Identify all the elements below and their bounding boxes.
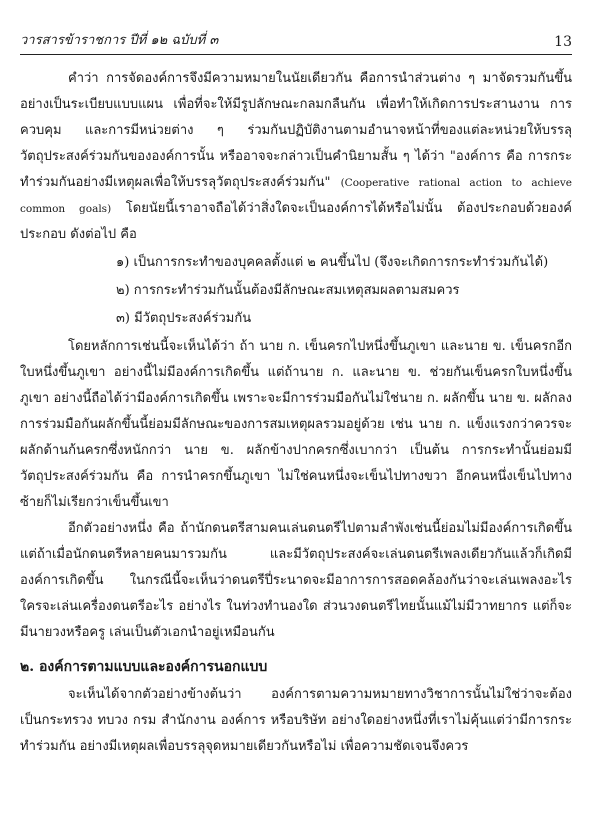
paragraph-definition xyxy=(20,66,572,248)
list-item: ๑) เป็นการกระทำของบุคคลตั้งแต่ ๒ คนขึ้นไป (จึงจะเกิดการกระทำร่วมกันได้) xyxy=(116,255,549,270)
paragraph-example-music: อีกตัวอย่างหนึ่ง คือ ถ้านักดนตรีสามคนเล่นดนตรีไปตามลำพังเช่นนี้ย่อมไม่มีองค์การเกิดขึ้น แต่ถ้าเมื่อนักดนตรีหลายคนมารวมกัน และมีวัตถุประสงค์จะเล่นดนตรีเพลงเดียวกันแล้วก็เกิดมีองค์การเกิดขึ้น ในกรณีนี้จะเห็นว่าดนตรีปี่ระนาดจะมีอาการการสอดคล้องกันว่าจะเล่นเพลงอะไร ใครจะเล่นเครื่องดนตรีอะไร อย่างไร ในท่วงทำนองใด ส่วนวงดนตรีไทยนั้นแม้ไม่มีวาทยากร แต่ก็จะมีนายวงหรือครู เล่นเป็นตัวเอกนำอยู่เหมือนกัน xyxy=(20,521,572,640)
running-header xyxy=(20,28,572,55)
list-item: ๓) มีวัตถุประสงค์ร่วมกัน xyxy=(116,311,252,326)
section-heading: ๒. องค์การตามแบบและองค์การนอกแบบ xyxy=(20,659,268,675)
page-number: 13 xyxy=(554,34,572,50)
body-text xyxy=(20,66,572,760)
definition-text: คำว่า การจัดองค์การจึงมีความหมายในนัยเดียวกัน คือการนำส่วนต่าง ๆ มาจัดรวมกันขึ้นอย่างเป็นระเบียบแบบแผน เพื่อที่จะให้มีรูปลักษณะกลมกลืนกัน เพื่อทำให้เกิดการประสานงาน การควบคุม และการมีหน่วยต่าง ๆ ร่วมกันปฏิบัติงานตามอำนาจหน้าที่ของแต่ละหน่วยให้บรรลุวัตถุประสงค์ร่วมกันขององค์การนั้น หรืออาจจะกล่าวเป็นคำนิยามสั้น ๆ ได้ว่า "องค์การ คือ การกระทำร่วมกันอย่างมีเหตุผลเพื่อให้บรรลุวัตถุประสงค์ร่วมกัน" xyxy=(20,71,572,190)
list-item: ๒) การกระทำร่วมกันนั้นต้องมีลักษณะสมเหตุสมผลตามสมควร xyxy=(116,283,460,298)
definition-followup: โดยนัยนี้เราอาจถือได้ว่าสิ่งใดจะเป็นองค์การได้หรือไม่นั้น ต้องประกอบด้วยองค์ประกอบ ดังต่อไป คือ xyxy=(20,201,572,242)
english-definition: (Cooperative rational action to achieve common goals) xyxy=(20,177,572,215)
paragraph-section: จะเห็นได้จากตัวอย่างข้างต้นว่า องค์การตามความหมายทางวิชาการนั้นไม่ใช่ว่าจะต้องเป็นกระทรวง ทบวง กรม สำนักงาน องค์การ หรือบริษัท อย่างใดอย่างหนึ่งที่เราไม่คุ้นแต่ว่ามีการกระทำร่วมกัน อย่างมีเหตุผลเพื่อบรรลุจุดหมายเดียวกันหรือไม่ เพื่อความชัดเจนจึงควร xyxy=(20,687,572,754)
journal-title: วารสารข้าราชการ ปีที่ ๑๒ ฉบับที่ ๓ xyxy=(20,33,219,48)
paragraph-example-mortar: โดยหลักการเช่นนี้จะเห็นได้ว่า ถ้า นาย ก. เข็นครกไปหนึ่งขึ้นภูเขา และนาย ข. เข็นครกอีกใบหนึ่งขึ้นภูเขา อย่างนี้ไม่มีองค์การเกิดขึ้น แต่ถ้านาย ก. และนาย ข. ช่วยกันเข็นครกใบหนึ่งขึ้นภูเขา อย่างนี้ถือได้ว่ามีองค์การเกิดขึ้น เพราะจะมีการร่วมมือกันไม่ใช่นาย ก. ผลักขึ้น นาย ข. ผลักลง การร่วมมือกันผลักขึ้นนี้ย่อมมีลักษณะของการสมเหตุผลรวมอยู่ด้วย เช่น นาย ก. แข็งแรงกว่าควรจะผลักด้านก้นครกซึ่งหนักกว่า นาย ข. ผลักข้างปากครกซึ่งเบากว่า เป็นต้น การกระทำนั้นย่อมมีวัตถุประสงค์ร่วมกัน คือ การนำครกขึ้นภูเขา ไม่ใช่คนหนึ่งจะเข็นไปทางขวา อีกคนหนึ่งเข็นไปทางซ้ายก็ไม่เรียกว่าเข็นขึ้นเขา xyxy=(20,339,572,510)
